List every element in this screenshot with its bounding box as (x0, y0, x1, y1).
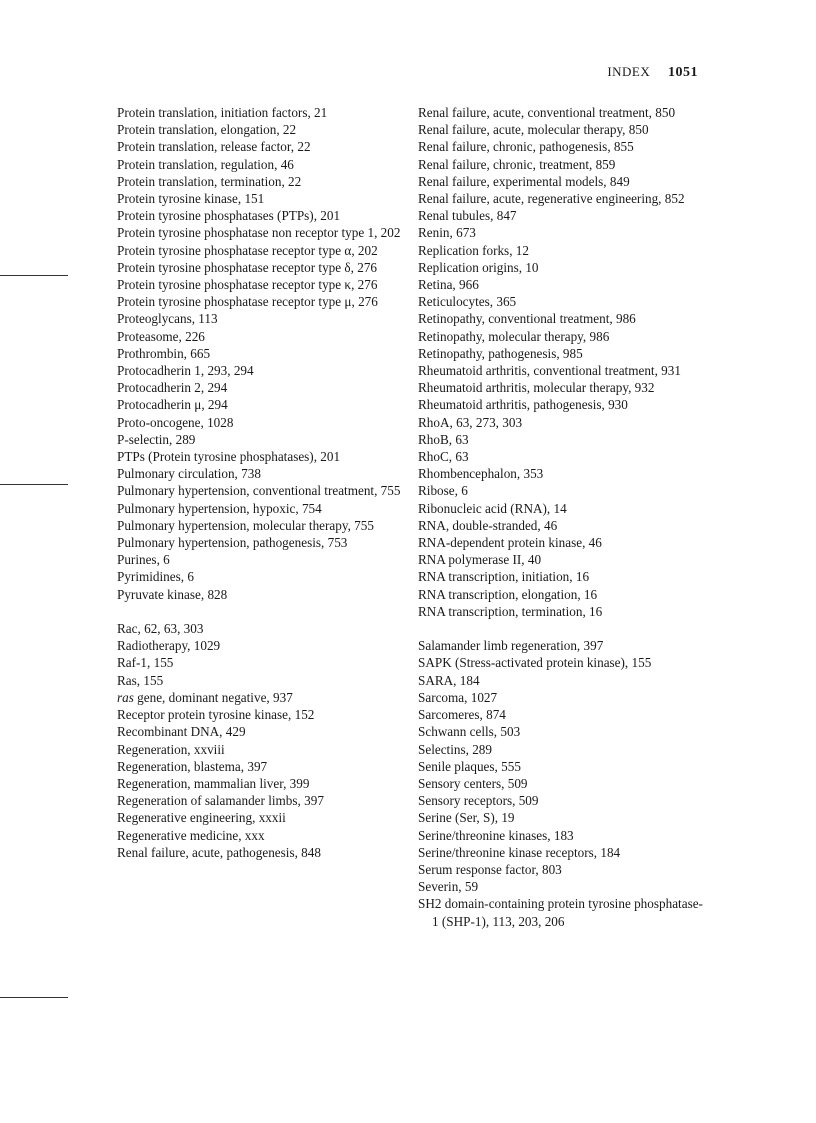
index-entry: Raf-1, 155 (117, 655, 174, 671)
index-entry: Renal failure, chronic, treatment, 859 (418, 156, 616, 172)
index-entry: Recombinant DNA, 429 (117, 724, 246, 740)
index-entry: Retinopathy, conventional treatment, 986 (418, 311, 636, 327)
page-number: 1051 (668, 65, 698, 80)
index-entry: Regeneration, mammalian liver, 399 (117, 775, 310, 791)
index-entry: Pulmonary hypertension, conventional treatment, 755 (117, 483, 401, 499)
index-entry: Protein tyrosine phosphatase non receptor type 1, 202 (117, 225, 401, 241)
index-entry: SARA, 184 (418, 672, 480, 688)
index-entry: RNA transcription, initiation, 16 (418, 569, 590, 585)
index-entry: Regenerative medicine, xxx (117, 827, 265, 843)
index-entry: Rac, 62, 63, 303 (117, 621, 204, 637)
index-entry: Protein translation, termination, 22 (117, 173, 302, 189)
index-entry: Pyruvate kinase, 828 (117, 586, 228, 602)
index-entry: Rhombencephalon, 353 (418, 466, 544, 482)
index-entry: Serum response factor, 803 (418, 861, 562, 877)
margin-rule (0, 997, 68, 998)
index-entry: Pyrimidines, 6 (117, 569, 194, 585)
index-entry: Renal failure, acute, conventional treatment, 850 (418, 105, 676, 120)
index-entry: Protein tyrosine kinase, 151 (117, 191, 265, 207)
index-entry: Proteasome, 226 (117, 328, 205, 344)
index-entry: Serine (Ser, S), 19 (418, 810, 515, 826)
index-entry: Renal failure, experimental models, 849 (418, 173, 630, 189)
running-header (607, 64, 698, 81)
index-entry: Salamander limb regeneration, 397 (418, 638, 604, 654)
index-entry: Retina, 966 (418, 277, 479, 293)
italic-term: ras (117, 689, 134, 705)
index-entry: Pulmonary circulation, 738 (117, 466, 261, 482)
index-entry: RNA transcription, elongation, 16 (418, 586, 598, 602)
index-entry: Protocadherin 2, 294 (117, 380, 228, 396)
index-entry: Sensory centers, 509 (418, 775, 528, 791)
index-entry: Protein tyrosine phosphatases (PTPs), 201 (117, 208, 341, 224)
index-entry: Protein tyrosine phosphatase receptor type α, 202 (117, 242, 378, 258)
index-entry: Protein translation, initiation factors, 21 (117, 105, 328, 120)
index-entry: Protocadherin μ, 294 (117, 397, 228, 413)
index-entry: Protein translation, elongation, 22 (117, 122, 297, 138)
index-entry: Ribose, 6 (418, 483, 468, 499)
index-entry: Pulmonary hypertension, molecular therapy, 755 (117, 517, 374, 533)
index-entry: Ras, 155 (117, 672, 164, 688)
index-entry: Purines, 6 (117, 552, 170, 568)
index-entry: Protein translation, release factor, 22 (117, 139, 311, 155)
index-entry: Renal failure, acute, pathogenesis, 848 (117, 844, 321, 860)
index-entry: Retinopathy, pathogenesis, 985 (418, 345, 583, 361)
index-entry: Receptor protein tyrosine kinase, 152 (117, 707, 315, 723)
index-entry: ras gene, dominant negative, 937 (117, 689, 293, 705)
margin-rule (0, 484, 68, 485)
index-entry: Senile plaques, 555 (418, 758, 521, 774)
index-entry: Pulmonary hypertension, pathogenesis, 753 (117, 535, 348, 551)
index-entry: Proteoglycans, 113 (117, 311, 218, 327)
index-entry: Protein tyrosine phosphatase receptor type μ, 276 (117, 294, 378, 310)
index-entry: Regeneration, blastema, 397 (117, 758, 268, 774)
index-entry: Retinopathy, molecular therapy, 986 (418, 328, 610, 344)
index-entry: RNA transcription, termination, 16 (418, 603, 603, 619)
index-entry: RNA polymerase II, 40 (418, 552, 542, 568)
index-column-left (117, 104, 407, 861)
index-entry: Sarcomeres, 874 (418, 707, 506, 723)
index-entry: Renal failure, acute, molecular therapy, 850 (418, 122, 649, 138)
index-entry: Renal tubules, 847 (418, 208, 517, 224)
index-entry: Rheumatoid arthritis, conventional treatment, 931 (418, 363, 681, 379)
index-entry: RNA, double-stranded, 46 (418, 517, 558, 533)
header-label: INDEX (607, 64, 651, 79)
index-entry: Sarcoma, 1027 (418, 689, 498, 705)
index-entry: Prothrombin, 665 (117, 345, 211, 361)
index-entry: Renal failure, chronic, pathogenesis, 855 (418, 139, 634, 155)
index-column-right (418, 104, 708, 930)
margin-rule (0, 275, 68, 276)
index-entry: Replication forks, 12 (418, 242, 529, 258)
index-entry: Protein translation, regulation, 46 (117, 156, 294, 172)
index-entry: Rheumatoid arthritis, molecular therapy, 932 (418, 380, 655, 396)
index-entry: Protein tyrosine phosphatase receptor type κ, 276 (117, 277, 378, 293)
index-entry: RNA-dependent protein kinase, 46 (418, 535, 602, 551)
index-entry: RhoA, 63, 273, 303 (418, 414, 523, 430)
index-entry: Regeneration, xxviii (117, 741, 225, 757)
index-entry: Replication origins, 10 (418, 259, 539, 275)
index-entry: PTPs (Protein tyrosine phosphatases), 201 (117, 449, 341, 465)
index-entry: Regeneration of salamander limbs, 397 (117, 793, 324, 809)
index-entry: Rheumatoid arthritis, pathogenesis, 930 (418, 397, 628, 413)
index-entry: SAPK (Stress-activated protein kinase), 155 (418, 655, 652, 671)
index-entry: Protein tyrosine phosphatase receptor type δ, 276 (117, 259, 378, 275)
index-entry: Selectins, 289 (418, 741, 492, 757)
index-entry: Renal failure, acute, regenerative engineering, 852 (418, 191, 685, 207)
section-gap (117, 603, 407, 620)
index-entry: Proto-oncogene, 1028 (117, 414, 234, 430)
index-entry: P-selectin, 289 (117, 431, 196, 447)
index-entry: RhoB, 63 (418, 431, 469, 447)
index-entry: Severin, 59 (418, 879, 479, 895)
index-entry: SH2 domain-containing protein tyrosine phosphatase-1 (SHP-1), 113, 203, 206 (418, 896, 703, 929)
index-entry: Schwann cells, 503 (418, 724, 521, 740)
section-gap (418, 620, 708, 637)
index-entry: Protocadherin 1, 293, 294 (117, 363, 254, 379)
index-entry: Regenerative engineering, xxxii (117, 810, 286, 826)
index-entry: Reticulocytes, 365 (418, 294, 517, 310)
index-entry: Sensory receptors, 509 (418, 793, 539, 809)
index-entry: RhoC, 63 (418, 449, 469, 465)
index-entry: Renin, 673 (418, 225, 476, 241)
index-entry: Serine/threonine kinases, 183 (418, 827, 574, 843)
index-entry: Ribonucleic acid (RNA), 14 (418, 500, 567, 516)
index-entry: Radiotherapy, 1029 (117, 638, 221, 654)
index-entry: Pulmonary hypertension, hypoxic, 754 (117, 500, 322, 516)
index-entry: Serine/threonine kinase receptors, 184 (418, 844, 621, 860)
